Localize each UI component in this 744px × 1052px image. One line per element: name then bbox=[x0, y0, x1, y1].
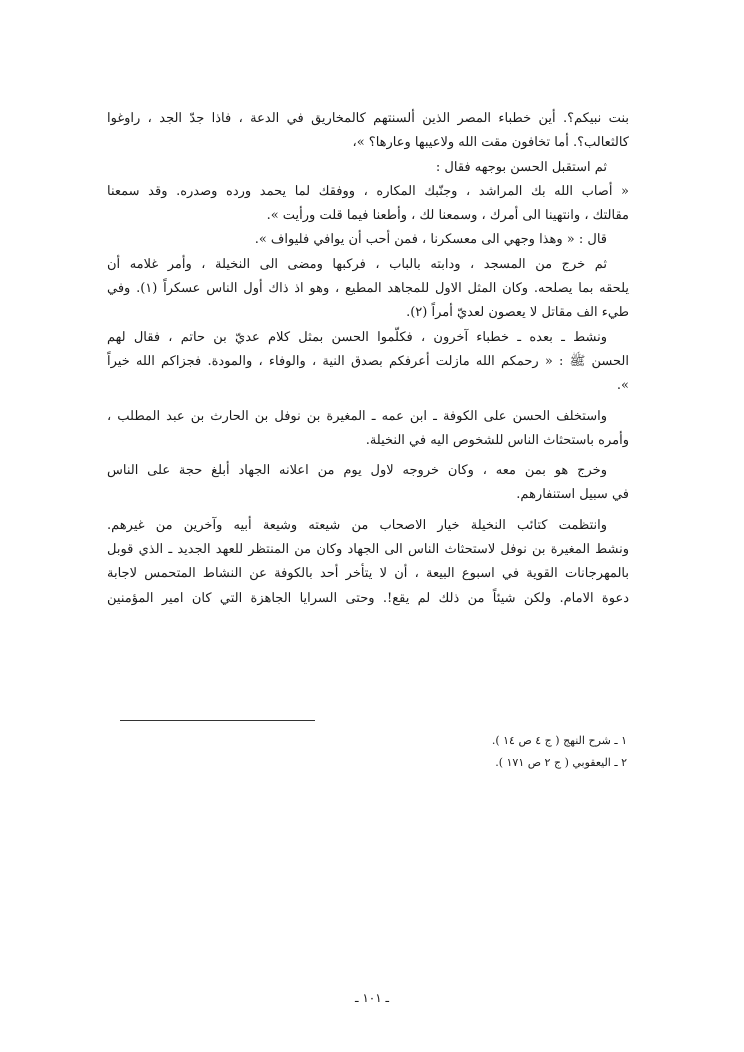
text-line: كالثعالب؟. أما تخافون مقت الله ولاعيبها وعارها؟ »، bbox=[352, 135, 629, 151]
text-line: واستخلف الحسن على الكوفة ـ ابن عمه ـ المغيرة بن نوفل بن الحارث بن عبد المطلب ، bbox=[107, 408, 607, 424]
text-line: ونشط المغيرة بن نوفل لاستحثاث الناس الى الجهاد وكان من المنتظر للعهد الجديد ـ الذي قوبل bbox=[107, 542, 629, 558]
text-line: ثم خرج من المسجد ، ودابته بالباب ، فركبها ومضى الى النخيلة ، وأمر غلامه أن bbox=[107, 256, 607, 272]
text-line: ثم استقبل الحسن بوجهه فقال : bbox=[435, 159, 607, 175]
page-body bbox=[107, 107, 629, 611]
text-line: دعوة الامام. ولكن شيئاً من ذلك لم يقع!. وحتى السرايا الجاهزة التي كان امير المؤمنين bbox=[107, 590, 629, 606]
text-line: وخرج هو بمن معه ، وكان خروجه لاول يوم من اعلانه الجهاد أبلغ حجة على الناس bbox=[107, 463, 607, 479]
text-line: يلحقه بما يصلحه. وكان المثل الاول للمجاهد المطيع ، وهو اذ ذاك أول الناس عسكراً (١). وفي bbox=[107, 281, 629, 297]
footnote-2: ٢ ـ اليعقوبي ( ج ٢ ص ١٧١ ). bbox=[495, 756, 627, 769]
text-line: بنت نبيكم؟. أين خطباء المصر الذين ألسنتهم كالمخاريق في الدعة ، فاذا جدّ الجد ، راوغوا bbox=[107, 111, 629, 126]
page-number: ـ ١٠١ ـ bbox=[354, 991, 390, 1005]
footnotes bbox=[327, 730, 627, 774]
text-line: وانتظمت كتائب النخيلة خيار الاصحاب من شيعته وشيعة أبيه وآخرين من غيرهم. bbox=[107, 517, 607, 533]
text-line: طيء الف مقاتل لا يعصون لعديّ أمراً (٢). bbox=[406, 305, 629, 321]
text-line: « أصاب الله بك المراشد ، وجنّبك المكاره ، ووفقك لما يحمد ورده وصدره. وقد سمعنا bbox=[107, 183, 629, 199]
text-line: مقالتك ، وانتهينا الى أمرك ، وسمعنا لك ، وأطعنا فيما قلت ورأيت ». bbox=[266, 208, 629, 224]
text-line: ». bbox=[616, 378, 629, 394]
footnote-divider bbox=[120, 720, 315, 721]
text-line: وأمره باستحثاث الناس للشخوص اليه في النخيلة. bbox=[365, 432, 629, 448]
text-line: الحسن ﷺ : « رحمكم الله مازلت أعرفكم بصدق النية ، والوفاء ، والمودة. فجزاكم الله خيراً bbox=[107, 353, 629, 369]
text-line: ونشط ـ بعده ـ خطباء آخرون ، فكلّموا الحسن بمثل كلام عديّ بن حاتم ، فقال لهم bbox=[107, 329, 607, 345]
footnote-1: ١ ـ شرح النهج ( ج ٤ ص ١٤ ). bbox=[491, 734, 627, 747]
text-line: بالمهرجانات القوية في اسبوع البيعة ، أن لا يتأخر أحد بالكوفة عن النشاط المتحمس لاجابة bbox=[107, 566, 629, 582]
text-line: في سبيل استنفارهم. bbox=[516, 487, 629, 503]
text-line: قال : « وهذا وجهي الى معسكرنا ، فمن أحب أن يوافي فليواف ». bbox=[254, 232, 607, 248]
